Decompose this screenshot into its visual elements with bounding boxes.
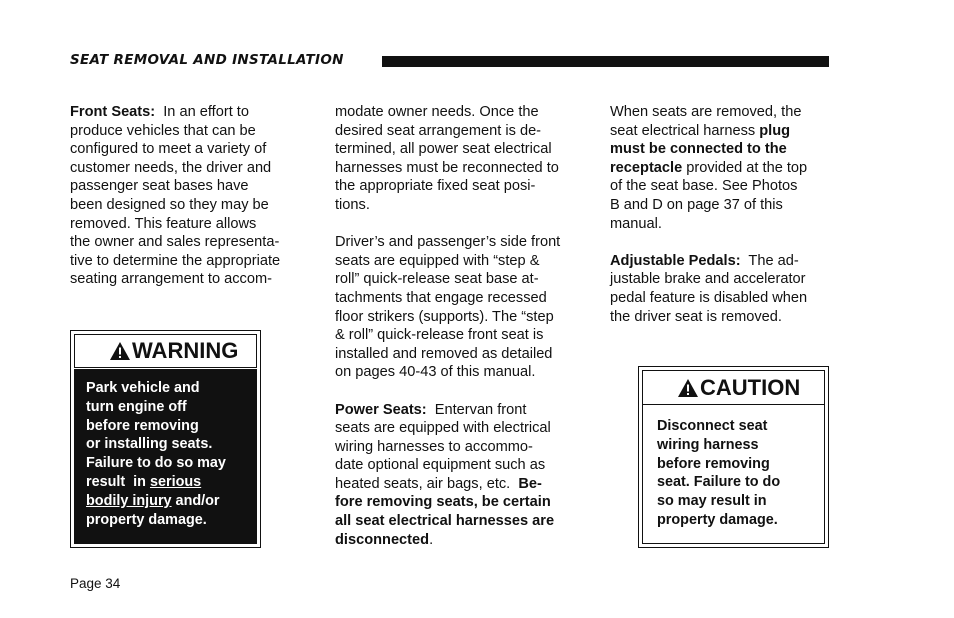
text-line: date optional equipment such as bbox=[335, 457, 546, 474]
caution-header bbox=[642, 370, 825, 405]
warning-triangle-icon bbox=[109, 341, 131, 361]
power-seats-heading: Power Seats: bbox=[335, 401, 427, 418]
text-line: tions. bbox=[335, 196, 370, 213]
text-fragment: seat electrical harness bbox=[610, 122, 760, 139]
front-seats-line bbox=[70, 103, 302, 122]
text-line: When seats are removed, the bbox=[610, 104, 802, 120]
warning-line bbox=[86, 473, 257, 492]
text-line: tachments that engage recessed bbox=[335, 289, 547, 306]
text-line: seating arrangement to accom- bbox=[70, 271, 272, 288]
warning-line: Failure to do so may bbox=[86, 455, 226, 472]
text-line: desired seat arrangement is de- bbox=[335, 122, 542, 139]
text-line: tive to determine the appropriate bbox=[70, 252, 281, 269]
bold-line: all seat electrical harnesses are bbox=[335, 513, 555, 530]
warning-line bbox=[86, 492, 257, 511]
text-line: the owner and sales representa- bbox=[70, 234, 280, 251]
bold-fragment: plug bbox=[759, 122, 791, 139]
text-line: B and D on page 37 of this bbox=[610, 196, 783, 213]
text-line: configured to meet a variety of bbox=[70, 141, 267, 158]
caution-title: CAUTION bbox=[700, 374, 801, 400]
text-line: roll” quick-release seat base at- bbox=[335, 271, 539, 288]
warning-header bbox=[74, 334, 257, 368]
warning-title: WARNING bbox=[132, 338, 239, 363]
text-line: passenger seat bases have bbox=[70, 178, 249, 195]
column-1 bbox=[70, 103, 302, 289]
text-line: Driver’s and passenger’s side front bbox=[335, 234, 561, 251]
text-fragment: heated seats, air bags, etc. bbox=[335, 475, 519, 492]
text-line: harnesses must be reconnected to bbox=[335, 159, 559, 176]
text-fragment: Entervan front bbox=[426, 401, 527, 418]
text-line: the appropriate fixed seat posi- bbox=[335, 178, 536, 195]
adjustable-pedals-heading: Adjustable Pedals: bbox=[610, 252, 741, 269]
text-line: on pages 40-43 of this manual. bbox=[335, 364, 536, 381]
text-fragment: . bbox=[429, 531, 434, 548]
text-fragment: The ad- bbox=[740, 252, 799, 269]
text-fragment: provided at the top bbox=[682, 159, 808, 176]
text-line bbox=[610, 122, 832, 141]
text-line: removed. This feature allows bbox=[70, 215, 257, 232]
warning-line: turn engine off bbox=[86, 398, 187, 415]
caution-line: wiring harness bbox=[657, 436, 759, 453]
text-fragment: and/or bbox=[171, 492, 220, 509]
bold-fragment: disconnected bbox=[335, 531, 430, 548]
text-line: modate owner needs. Once the bbox=[335, 104, 539, 120]
warning-line: Park vehicle and bbox=[86, 380, 200, 396]
column-2 bbox=[335, 103, 585, 549]
warning-line: or installing seats. bbox=[86, 436, 213, 453]
caution-line: before removing bbox=[657, 455, 770, 472]
warning-body bbox=[74, 369, 257, 544]
text-line: seats are equipped with “step & bbox=[335, 252, 540, 269]
front-seats-heading: Front Seats: bbox=[70, 104, 156, 120]
text-line: In an effort to bbox=[155, 104, 249, 120]
caution-box bbox=[638, 366, 829, 548]
text-line: justable brake and accelerator bbox=[610, 271, 806, 288]
text-fragment: result in bbox=[86, 473, 150, 490]
caution-line: property damage. bbox=[657, 511, 778, 528]
bold-fragment: receptacle bbox=[610, 159, 683, 176]
column-3 bbox=[610, 103, 832, 326]
header-rule bbox=[382, 56, 829, 67]
text-line: wiring harnesses to accommo- bbox=[335, 438, 533, 455]
caution-body bbox=[642, 405, 825, 544]
underlined-fragment: bodily injury bbox=[86, 492, 172, 509]
caution-line: so may result in bbox=[657, 493, 767, 510]
text-line: the driver seat is removed. bbox=[610, 308, 782, 325]
text-line: been designed so they may be bbox=[70, 196, 269, 213]
text-line: manual. bbox=[610, 215, 662, 232]
text-line: customer needs, the driver and bbox=[70, 159, 272, 176]
warning-line: property damage. bbox=[86, 511, 207, 528]
section-title: SEAT REMOVAL AND INSTALLATION bbox=[70, 52, 344, 68]
text-line: pedal feature is disabled when bbox=[610, 289, 808, 306]
adjustable-pedals-line bbox=[610, 252, 832, 271]
text-line: installed and removed as detailed bbox=[335, 345, 553, 362]
text-line: of the seat base. See Photos bbox=[610, 178, 798, 195]
text-line bbox=[335, 475, 585, 494]
text-line: floor strikers (supports). The “step bbox=[335, 308, 554, 325]
text-line: termined, all power seat electrical bbox=[335, 141, 552, 158]
bold-fragment: Be- bbox=[518, 475, 542, 492]
warning-box bbox=[70, 330, 261, 548]
caution-triangle-icon bbox=[677, 378, 699, 398]
caution-line: Disconnect seat bbox=[657, 418, 768, 434]
warning-line: before removing bbox=[86, 417, 199, 434]
text-line bbox=[335, 531, 585, 550]
text-line: seats are equipped with electrical bbox=[335, 420, 551, 437]
text-line bbox=[610, 159, 832, 178]
caution-line: seat. Failure to do bbox=[657, 474, 781, 491]
bold-line: must be connected to the bbox=[610, 141, 787, 158]
text-line: & roll” quick-release front seat is bbox=[335, 327, 544, 344]
page-number: Page 34 bbox=[70, 576, 121, 591]
text-line: produce vehicles that can be bbox=[70, 122, 256, 139]
underlined-fragment: serious bbox=[149, 473, 202, 490]
power-seats-line bbox=[335, 401, 585, 420]
bold-line: fore removing seats, be certain bbox=[335, 494, 551, 511]
